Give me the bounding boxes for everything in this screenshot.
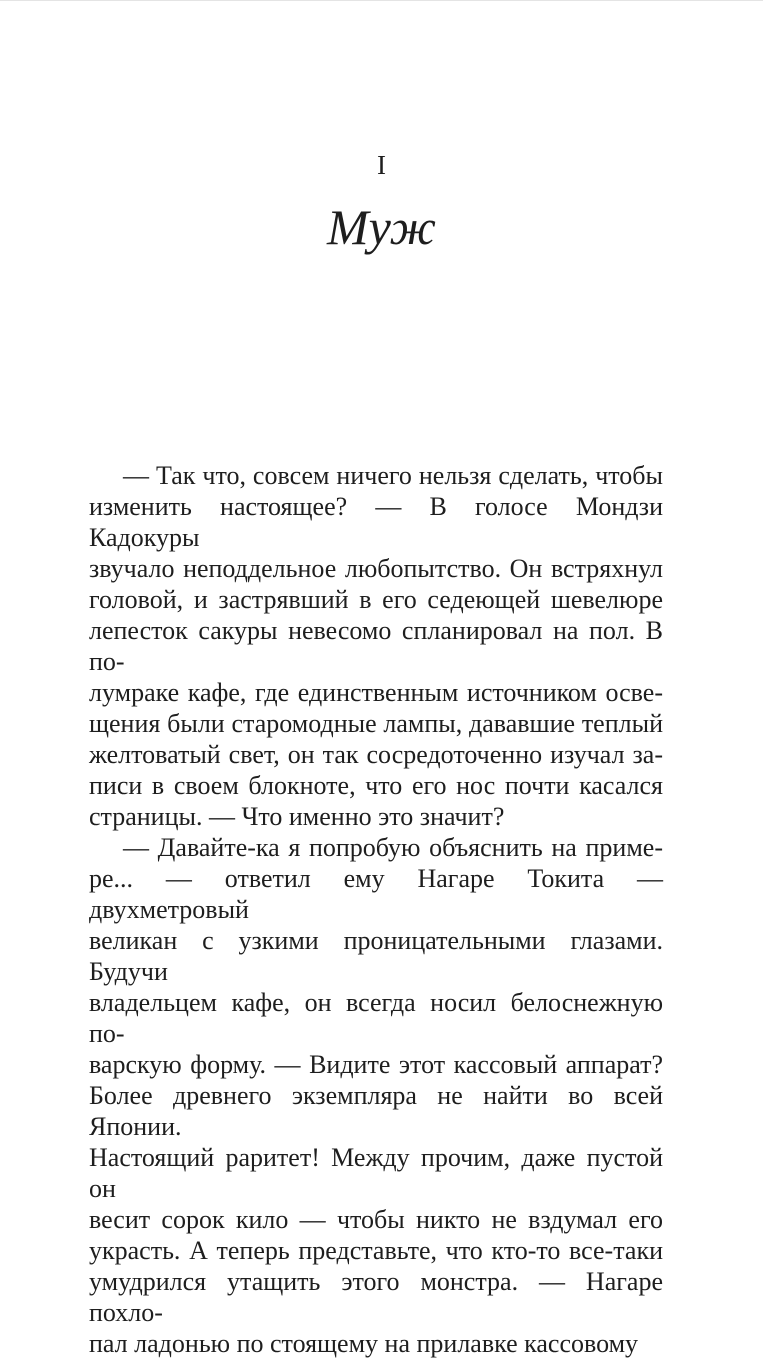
text-line: — Так что, совсем ничего нельзя сделать, чтобы (123, 461, 663, 490)
text-line: весит сорок кило — чтобы никто не вздумал его (89, 1205, 663, 1234)
page-top-edge (0, 0, 763, 1)
text-line: варскую форму. — Видите этот кассовый аппарат? (89, 1050, 663, 1079)
text-line: ре... — ответил ему Нагаре Токита — двухметровый (89, 864, 663, 924)
text-line: умудрился утащить этого монстра. — Нагаре похло- (89, 1267, 663, 1327)
text-line: пал ладонью по стоящему на прилавке кассовому (89, 1329, 639, 1358)
text-line: украсть. А теперь представьте, что кто-то все-таки (89, 1236, 663, 1265)
text-line: изменить настоящее? — В голосе Мондзи Кадокуры (89, 492, 663, 552)
text-line: великан с узкими проницательными глазами. Будучи (89, 926, 663, 986)
text-line: писи в своем блокноте, что его нос почти касался (89, 771, 663, 800)
text-line: звучало неподдельное любопытство. Он встряхнул (89, 554, 663, 583)
chapter-title: Муж (326, 199, 437, 255)
text-line: Более древнего экземпляра не найти во всей Японии. (89, 1081, 663, 1141)
text-line: головой, и застрявший в его седеющей шевелюре (89, 585, 663, 614)
text-line: страницы. — Что именно это значит? (89, 802, 505, 831)
text-line: лепесток сакуры невесомо спланировал на пол. В по- (89, 616, 663, 676)
text-line: лумраке кафе, где единственным источником осве- (89, 678, 663, 707)
text-line: щения были старомодные лампы, дававшие теплый (89, 709, 663, 738)
paragraph (89, 832, 663, 1359)
text-line: Настоящий раритет! Между прочим, даже пустой он (89, 1143, 663, 1203)
chapter-number: I (377, 150, 386, 180)
text-line: желтоватый свет, он так сосредоточенно изучал за- (89, 740, 663, 769)
text-line: владельцем кафе, он всегда носил белоснежную по- (89, 988, 663, 1048)
text-line: — Давайте-ка я попробую объяснить на приме- (123, 833, 663, 862)
paragraph (89, 460, 663, 832)
body-text (89, 460, 663, 1359)
